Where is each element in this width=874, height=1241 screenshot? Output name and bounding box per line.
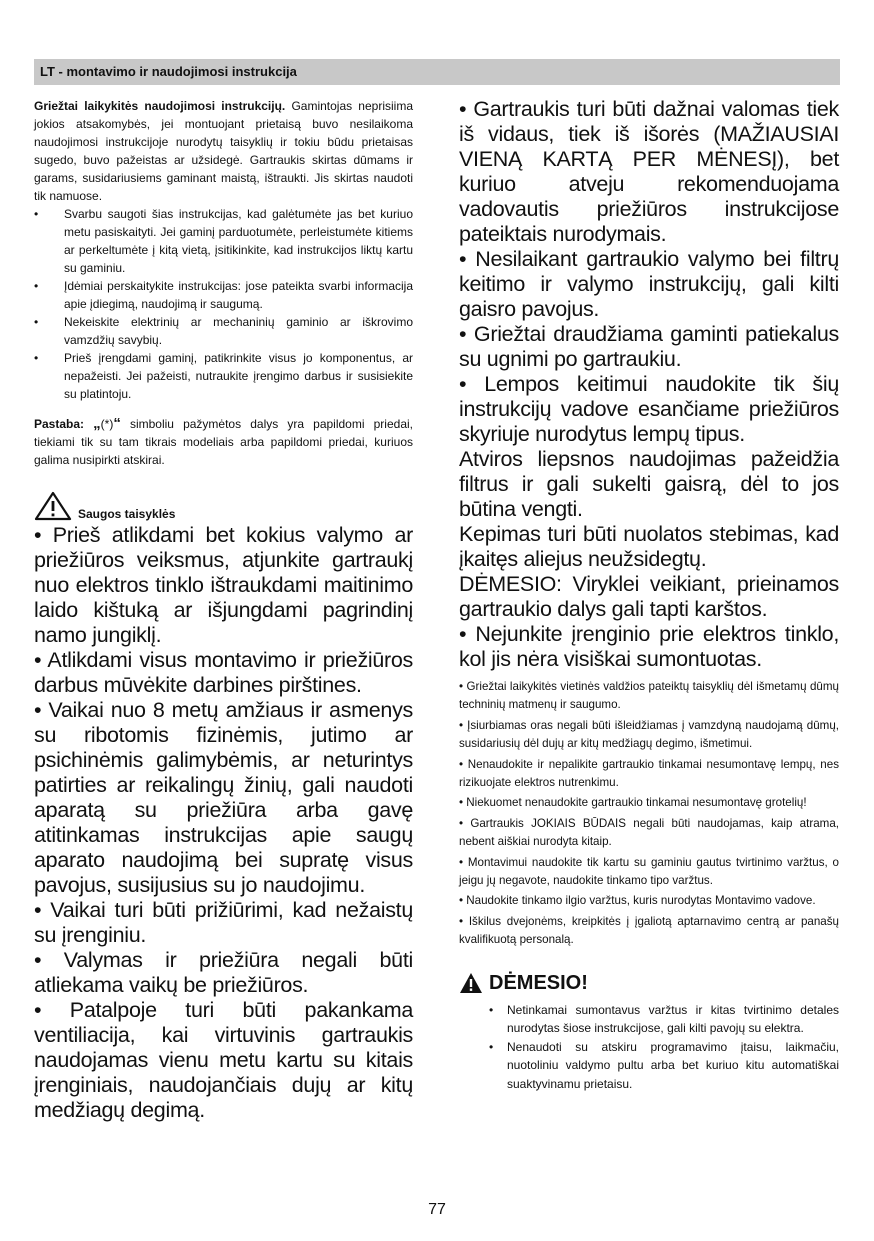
safety-rule-small: • Gartraukis JOKIAIS BŪDAIS negali būti naudojamas, kaip atrama, nebent aiškiai nurodyta kitaip.	[459, 816, 839, 849]
safety-rule-small: • Iškilus dvejonėms, kreipkitės į įgaliotą aptarnavimo centrą ar panašų kvalifikuotą personalą.	[459, 914, 839, 947]
list-item: • Prieš įrengdami gaminį, patikrinkite visus jo komponentus, ar nepažeisti. Jei pažeisti, nutraukite įrengimo darbus ir susisiekite su platintoju.	[34, 351, 413, 401]
note-open-quote: „	[93, 415, 101, 432]
safety-rule: • Atlikdami visus montavimo ir priežiūros darbus mūvėkite darbines pirštines.	[34, 648, 413, 697]
safety-rule: • Patalpoje turi būti pakankama ventiliacija, kai virtuvinis gartraukis naudojamas vienu metu kartu su kitais įrenginiais, naudojančiais dujų ar kitų medžiagų degimą.	[34, 998, 413, 1122]
safety-heading	[34, 491, 413, 521]
safety-rule: • Gartraukis turi būti dažnai valomas tiek iš vidaus, tiek iš išorės (MAŽIAUSIAI VIENĄ KARTĄ PER MĖNESĮ), bet kuriuo atveju rekomenduojama vadovautis priežiūros instrukcijose pateiktais nurodymais.	[459, 97, 839, 246]
intro-lead: Griežtai laikykitės naudojimosi instrukcijų.	[34, 99, 286, 113]
list-item: • Nenaudoti su atskiru programavimo įtaisu, laikmačiu, nuotoliniu valdymo pultu arba bet kuriuo kitu automatiškai suaktyvinamu prietaisu.	[489, 1039, 839, 1091]
safety-rule: • Griežtai draudžiama gaminti patiekalus su ugnimi po gartraukiu.	[459, 322, 839, 371]
safety-rule-small: • Griežtai laikykitės vietinės valdžios pateiktų taisyklių dėl išmetamų dūmų techninių matmenų ir saugumo.	[459, 680, 839, 712]
note-text: simboliu pažymėtos dalys yra papildomi priedai, tiekiami tik su tam tikrais modeliais arba papildomi priedai, kuriuos galima nusipirkti atskirai.	[34, 417, 413, 467]
safety-rule-small: • Niekuomet nenaudokite gartraukio tinkamai nesumontavę grotelių!	[459, 796, 807, 810]
attention-title: DĖMESIO!	[489, 971, 588, 994]
intro-bullet-list	[34, 205, 413, 403]
list-item: • Netinkamai sumontavus varžtus ir kitas tvirtinimo detales nurodytas šiose instrukcijose, gali kilti pavojų su elektra.	[489, 1002, 839, 1036]
intro-paragraph	[34, 97, 413, 205]
page-number: 77	[428, 1201, 446, 1218]
safety-rule-small: • Montavimui naudokite tik kartu su gaminiu gautus tvirtinimo varžtus, o jeigu jų negavote, naudokite tinkamo tipo varžtus.	[459, 855, 839, 888]
attention-heading	[459, 972, 839, 995]
section-title: LT - montavimo ir naudojimosi instrukcija	[40, 64, 297, 79]
safety-rule: DĖMESIO: Viryklei veikiant, prieinamos gartraukio dalys gali tapti karštos.	[459, 572, 839, 621]
safety-rule: • Prieš atlikdami bet kokius valymo ar priežiūros veiksmus, atjunkite gartraukį nuo elektros tinklo ištraukdami maitinimo laido kištuką ar išjungdami pagrindinį namo jungiklį.	[34, 523, 413, 647]
safety-rule: • Lempos keitimui naudokite tik šių instrukcijų vadove esančiame priežiūros skyriuje nurodytus lempų tipus.	[459, 372, 839, 446]
safety-rule: Kepimas turi būti nuolatos stebimas, kad įkaitęs aliejus neužsidegtų.	[459, 522, 839, 571]
safety-rule: • Nejunkite įrenginio prie elektros tinklo, kol jis nėra visiškai sumontuotas.	[459, 622, 839, 671]
safety-rule-small: • Naudokite tinkamo ilgio varžtus, kuris nurodytas Montavimo vadove.	[459, 894, 816, 908]
safety-rule: • Nesilaikant gartraukio valymo bei filtrų keitimo ir valymo instrukcijų, gali kilti gaisro pavojus.	[459, 247, 839, 321]
intro-text: Gamintojas neprisiima jokios atsakomybės, jei montuojant prietaisą buvo nesilaikoma naudojimosi instrukcijoje nurodytų taisyklių ir tokiu būdu prietaisas sugedo, buvo pažeistas ar užsidegė. Gartraukis skirtas dūmams ir garams, susidariusiems gaminant maistą, ištraukti. Jis skirtas naudoti tik namuose.	[34, 99, 413, 203]
note-close-quote: “	[113, 415, 121, 432]
safety-rule: • Vaikai turi būti prižiūrimi, kad nežaistų su įrenginiu.	[34, 898, 413, 947]
safety-rule: • Valymas ir priežiūra negali būti atliekama vaikų be priežiūros.	[34, 948, 413, 997]
section-header-bar	[34, 59, 840, 85]
warning-filled-icon	[459, 972, 483, 994]
list-item: • Įdėmiai perskaitykite instrukcijas: jose pateikta svarbi informacija apie įdiegimą, naudojimą ir saugumą.	[34, 279, 413, 311]
note-symbol: (*)	[100, 417, 114, 431]
note-label: Pastaba:	[34, 417, 85, 431]
warning-triangle-icon	[34, 491, 72, 521]
list-item: • Nekeiskite elektrinių ar mechaninių gaminio ar iškrovimo vamzdžių savybių.	[34, 315, 413, 347]
list-item: • Svarbu saugoti šias instrukcijas, kad galėtumėte jas bet kuriuo metu pasiskaityti. Jei gaminį parduotumėte, perleistumėte kitiems ar perkeltumėte į kitą vietą, įsitikinkite, kad instrukcijos liktų kartu su gaminiu.	[34, 207, 413, 275]
safety-rule: Atviros liepsnos naudojimas pažeidžia filtrus ir gali sukelti gaisrą, dėl to jos būtina vengti.	[459, 447, 839, 521]
left-column	[34, 97, 413, 1123]
safety-rule-small: • Įsiurbiamas oras negali būti išleidžiamas į vamzdyną naudojamą dūmų, susidariusių dėl dujų ar kitų medžiagų degimo, išmetimui.	[459, 718, 839, 751]
safety-rule: • Vaikai nuo 8 metų amžiaus ir asmenys su ribotomis fizinėmis, jutimo ar psichinėmis galimybėmis, ar neturintys patirties ar reikalingų žinių, gali naudoti aparatą su priežiūra arba gavę atitinkamas instrukcijas apie saugų aparato naudojimą bei supratę visus pavojus, susijusius su jo naudojimu.	[34, 698, 413, 897]
note-paragraph	[34, 415, 413, 469]
safety-rule-small: • Nenaudokite ir nepalikite gartraukio tinkamai nesumontavę lempų, nes rizikuojate elektros nutrenkimu.	[459, 757, 839, 790]
right-column	[459, 97, 839, 1093]
safety-title: Saugos taisyklės	[78, 507, 176, 521]
